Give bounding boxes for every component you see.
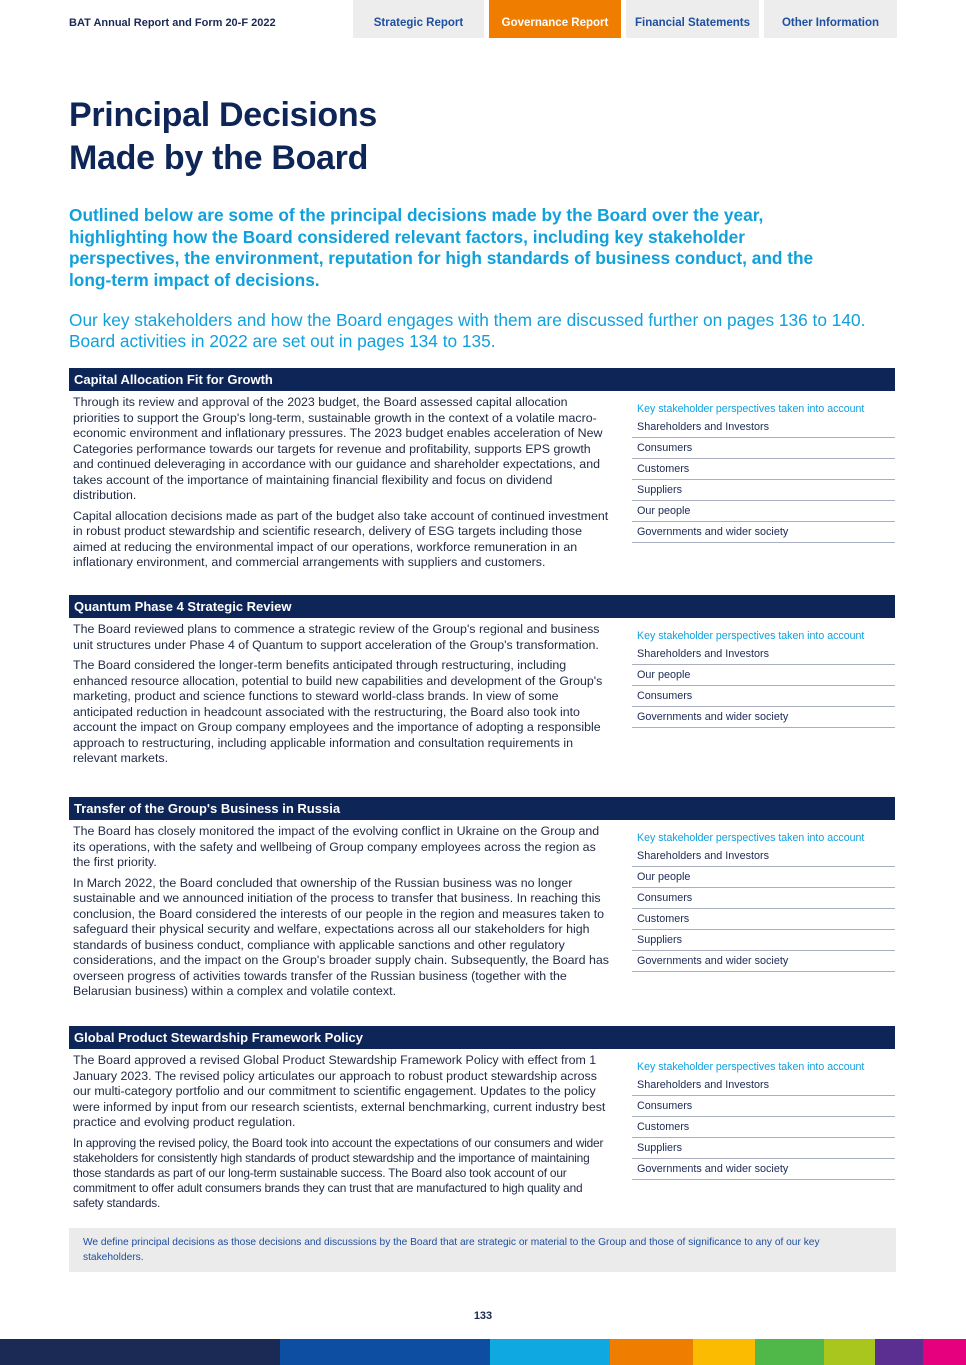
tab-governance-report[interactable]: Governance Report xyxy=(489,0,621,38)
paragraph: Capital allocation decisions made as part of the budget also take account of continued investment in robust product stewardship and scientific research, delivery of ESG targets including those aimed at reducing the environmental impact of our operations, workforce remuneration in an inflationary environment, and commercial arrangements with suppliers and customers. xyxy=(73,508,609,569)
stakeholder-item: Consumers xyxy=(632,441,895,459)
definition-footnote: We define principal decisions as those decisions and discussions by the Board that are strategic or material to the Group and those of significance to any of our key stakeholders. xyxy=(69,1228,896,1272)
decision-section-capital-allocation xyxy=(69,368,895,576)
decision-section-quantum-phase-4 xyxy=(69,595,895,772)
intro-reference: Our key stakeholders and how the Board engages with them are discussed further on pages 136 to 140. Board activities in 2022 are set out in pages 134 to 135. xyxy=(69,310,866,351)
stakeholder-item: Governments and wider society xyxy=(632,710,895,728)
page-title xyxy=(69,94,377,180)
top-navigation-bar xyxy=(0,0,966,38)
stakeholder-item: Customers xyxy=(632,462,895,480)
color-segment xyxy=(755,1339,824,1365)
section-heading: Quantum Phase 4 Strategic Review xyxy=(69,595,895,618)
stakeholder-item: Shareholders and Investors xyxy=(632,849,895,867)
stakeholder-list-heading: Key stakeholder perspectives taken into account xyxy=(637,1061,865,1073)
color-segment xyxy=(0,1339,280,1365)
stakeholder-item: Shareholders and Investors xyxy=(632,1078,895,1096)
page-title-line-2: Made by the Board xyxy=(69,139,369,177)
stakeholder-item: Our people xyxy=(632,668,895,686)
tab-strategic-report[interactable]: Strategic Report xyxy=(353,0,484,38)
stakeholder-item: Customers xyxy=(632,912,895,930)
stakeholder-item: Our people xyxy=(632,504,895,522)
stakeholder-item: Suppliers xyxy=(632,1141,895,1159)
paragraph: The Board has closely monitored the impact of the evolving conflict in Ukraine on the Group and its operations, with the safety and wellbeing of Group company employees across the region as the first priority. xyxy=(73,824,600,869)
color-segment xyxy=(923,1339,966,1365)
stakeholder-item: Consumers xyxy=(632,1099,895,1117)
stakeholder-list xyxy=(632,1060,895,1183)
stakeholder-list-heading: Key stakeholder perspectives taken into account xyxy=(637,403,865,415)
intro-summary: Outlined below are some of the principal decisions made by the Board over the year, highlighting how the Board considered relevant factors, including key stakeholder perspectives, the environment, reputation for high standards of business conduct, and the long-term impact of decisions. xyxy=(69,205,814,290)
stakeholder-item: Shareholders and Investors xyxy=(632,420,895,438)
decision-section-russia-transfer xyxy=(69,797,895,1005)
color-segment xyxy=(693,1339,755,1365)
page-number: 133 xyxy=(473,1310,493,1322)
stakeholder-item: Governments and wider society xyxy=(632,525,895,543)
color-segment xyxy=(280,1339,490,1365)
decision-section-product-stewardship xyxy=(69,1026,895,1217)
paragraph: The Board approved a revised Global Product Stewardship Framework Policy with effect from 1 January 2023. The revised policy articulates our approach to robust product stewardship across our multi-category portfolio and our commitment to scientific engagement. Updates to the policy were informed by input from our research scientists, external benchmarking, current industry best practice and evolving product regulation. xyxy=(73,1053,606,1129)
section-heading: Global Product Stewardship Framework Policy xyxy=(69,1026,895,1049)
paragraph: Through its review and approval of the 2023 budget, the Board assessed capital allocation priorities to support the Group's long-term, sustainable growth in the context of a volatile macro-economic environment and inflationary pressures. The 2023 budget enables acceleration of New Categories performance towards our targets for revenue and profitability, supports EPS growth and continued deleveraging in accordance with our guidance and shareholder expectations, and takes account of the importance of maintaining financial flexibility and focus on dividend distribution. xyxy=(73,395,603,502)
color-segment xyxy=(610,1339,693,1365)
section-body xyxy=(69,1049,609,1212)
stakeholder-item: Suppliers xyxy=(632,483,895,501)
stakeholder-item: Governments and wider society xyxy=(632,954,895,972)
color-segment xyxy=(875,1339,923,1365)
paragraph: In March 2022, the Board concluded that ownership of the Russian business was no longer sustainable and we announced initiation of the process to transfer that business. In reaching this conclusion, the Board considered the interests of our people in the region and measures taken to safeguard their physical security and welfare, expectations across all our stakeholders for high standards of business conduct, compliance with applicable sanctions and other regulatory considerations, and the impact on the Group's broader supply chain. Subsequently, the Board has overseen progress of activities towards transfer of the Russian business (together with the Belarusian business) within a complex and volatile context. xyxy=(73,875,609,998)
paragraph: In approving the revised policy, the Board took into account the expectations of our consumers and wider stakeholders for consistently high standards of product stewardship and the importance of maintaining those standards as part of our long-term sustainable success. The Board also took account of our commitment to offer adult consumers brands they can trust that are manufactured to high quality and safety standards. xyxy=(73,1135,604,1211)
tab-financial-statements[interactable]: Financial Statements xyxy=(626,0,759,38)
stakeholder-list xyxy=(632,402,895,546)
color-segment xyxy=(824,1339,875,1365)
section-heading: Transfer of the Group's Business in Russia xyxy=(69,797,895,820)
paragraph: The Board reviewed plans to commence a strategic review of the Group's regional and business unit structures under Phase 4 of Quantum to support acceleration of the Group's transformation. xyxy=(73,622,600,652)
page-title-line-1: Principal Decisions xyxy=(69,96,377,134)
stakeholder-item: Consumers xyxy=(632,891,895,909)
tab-other-information[interactable]: Other Information xyxy=(764,0,897,38)
section-body xyxy=(69,391,609,571)
stakeholder-item: Governments and wider society xyxy=(632,1162,895,1180)
stakeholder-item: Consumers xyxy=(632,689,895,707)
stakeholder-item: Our people xyxy=(632,870,895,888)
stakeholder-item: Suppliers xyxy=(632,933,895,951)
stakeholder-list-heading: Key stakeholder perspectives taken into account xyxy=(637,630,865,642)
stakeholder-list-heading: Key stakeholder perspectives taken into account xyxy=(637,832,865,844)
stakeholder-item: Customers xyxy=(632,1120,895,1138)
stakeholder-item: Shareholders and Investors xyxy=(632,647,895,665)
section-body xyxy=(69,820,609,1000)
brand-color-bar xyxy=(0,1339,966,1365)
document-title: BAT Annual Report and Form 20-F 2022 xyxy=(69,17,276,29)
stakeholder-list xyxy=(632,629,895,731)
section-body xyxy=(69,618,609,767)
section-heading: Capital Allocation Fit for Growth xyxy=(69,368,895,391)
color-segment xyxy=(490,1339,610,1365)
stakeholder-list xyxy=(632,831,895,975)
paragraph: The Board considered the longer-term benefits anticipated through restructuring, including enhanced resource allocation, potential to build new capabilities and development of the Group's marketing, product and science functions to steward world-class brands. In view of some anticipated reduction in headcount associated with the restructuring, the Board also took into account the impact on Group company employees and the importance of adopting a responsible approach to restructuring, including applicable information and consultation requirements in relevant markets. xyxy=(73,658,603,765)
